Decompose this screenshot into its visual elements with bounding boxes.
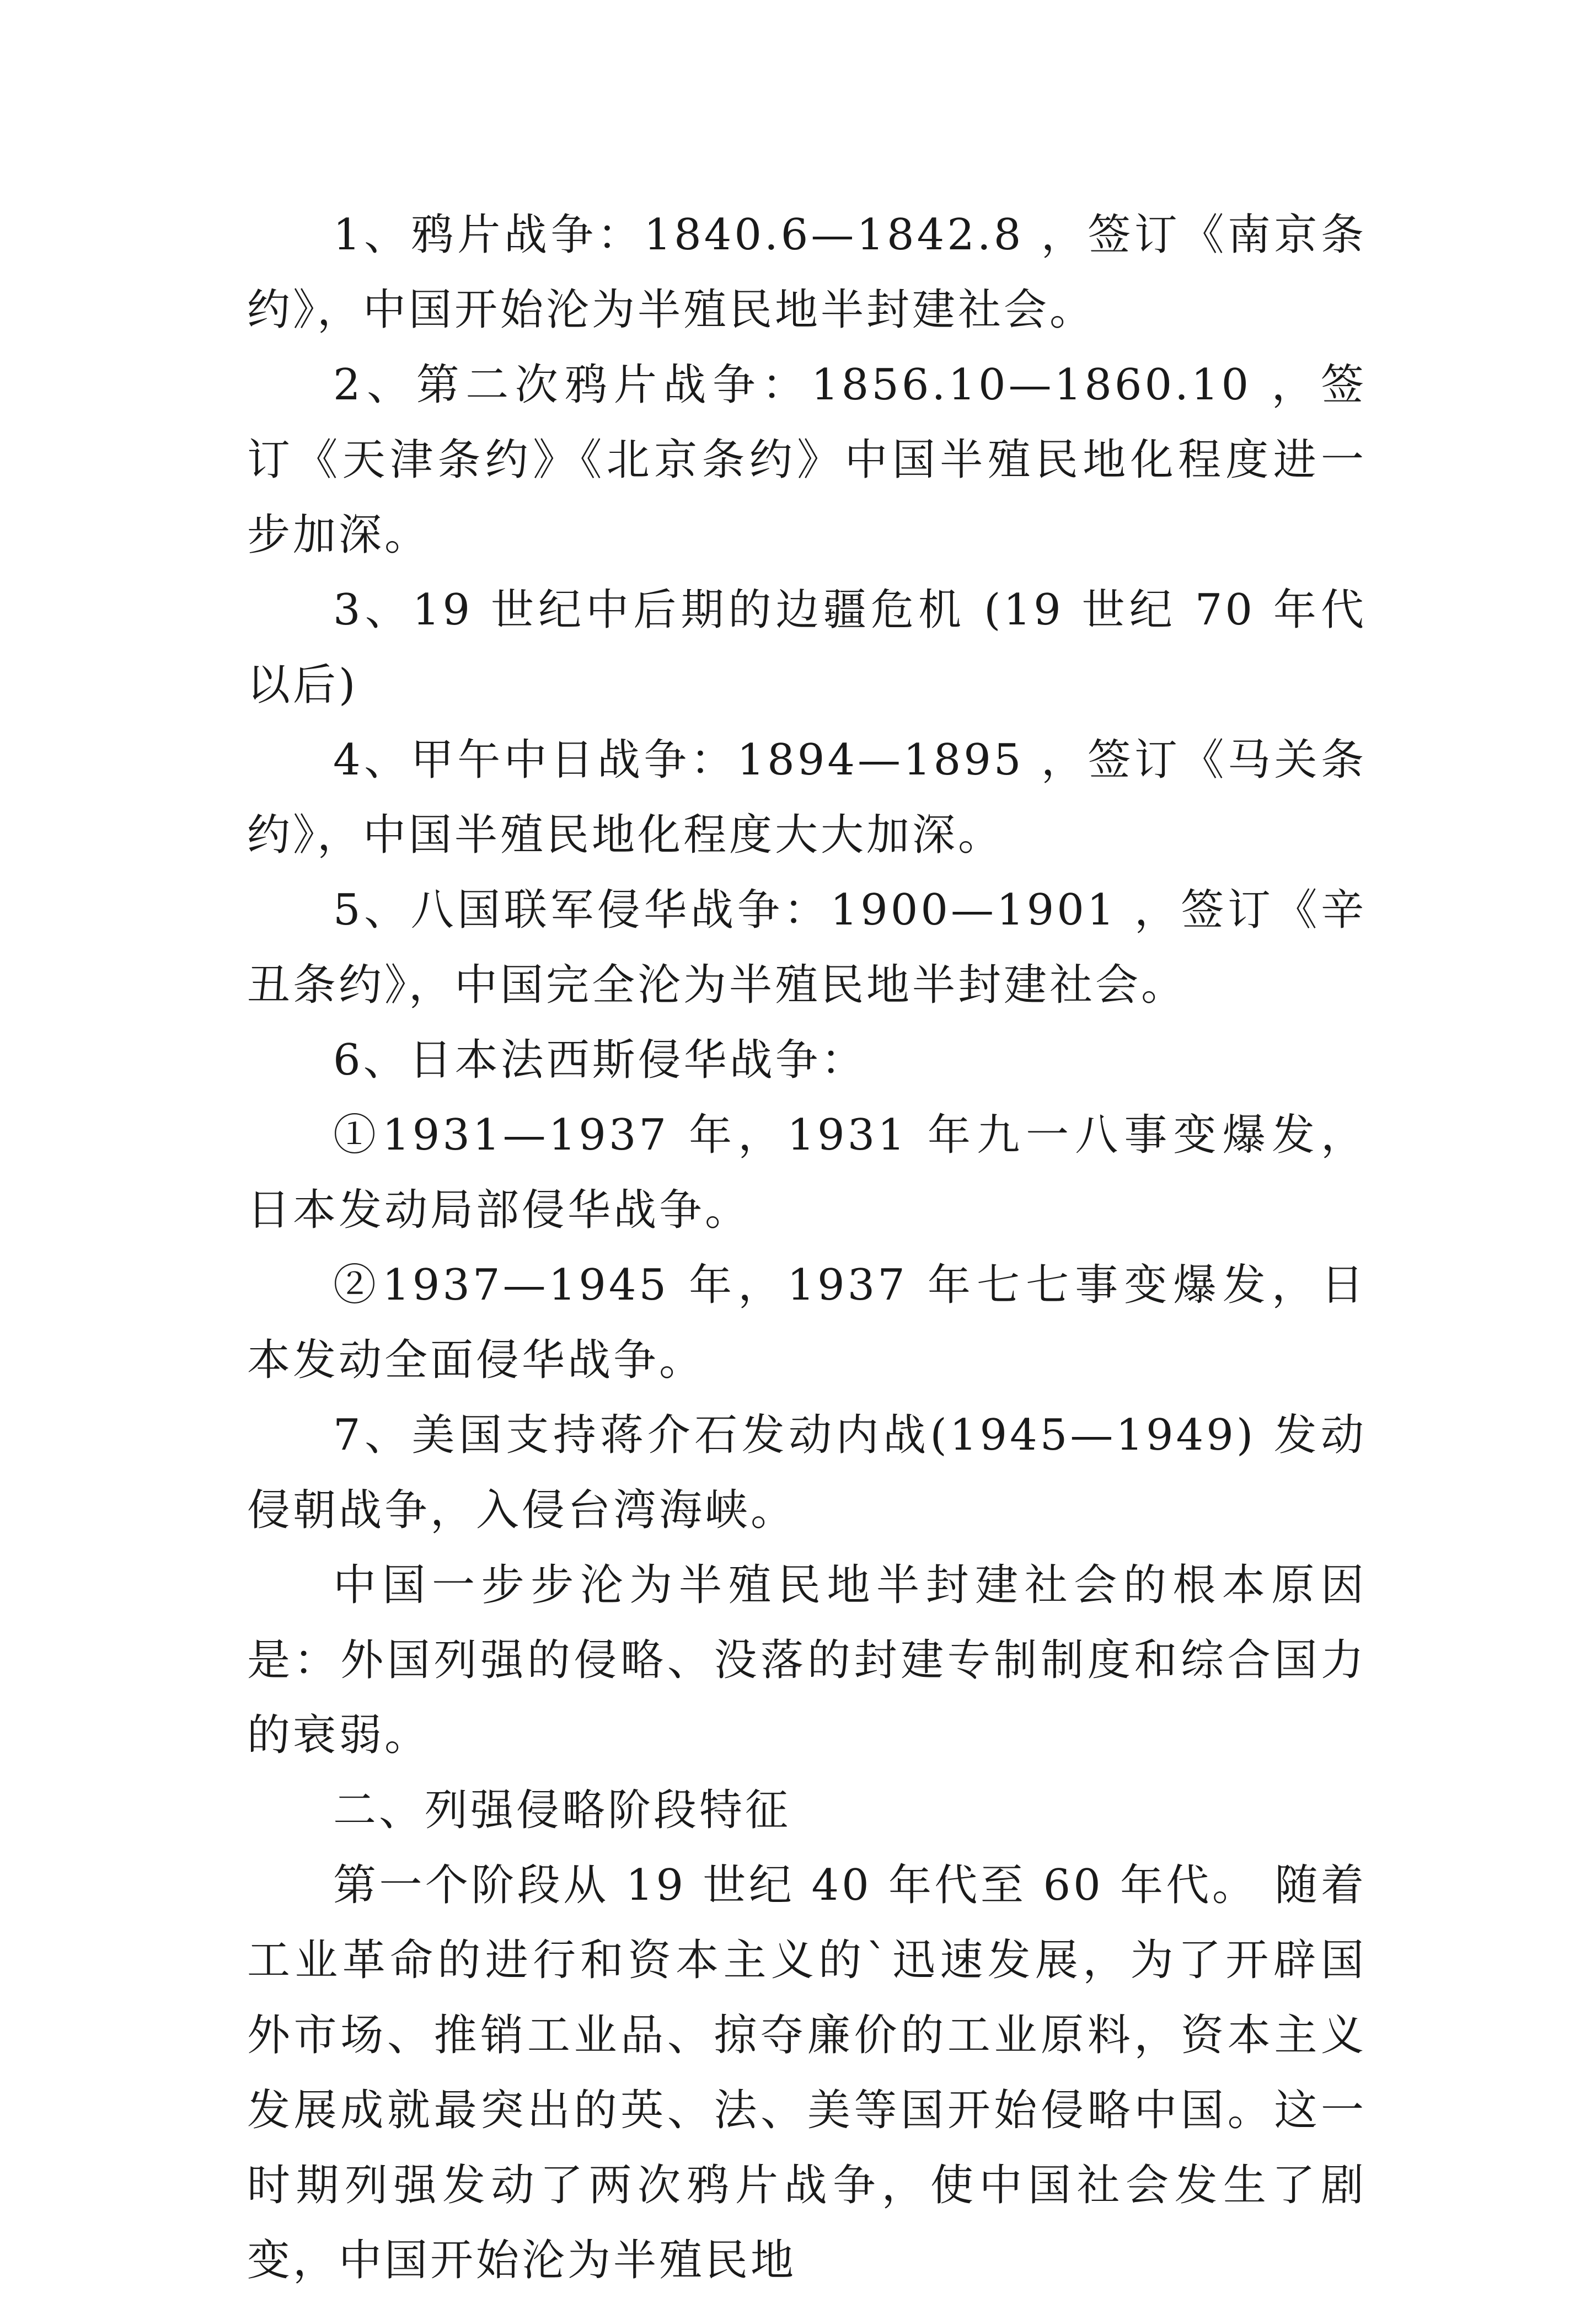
paragraph-root-cause: 中国一步步沦为半殖民地半封建社会的根本原因是：外国列强的侵略、没落的封建专制制度和综合国力的衰弱。 <box>247 1560 1367 1760</box>
paragraph-first-stage: 第一个阶段从 19 世纪 40 年代至 60 年代。 随着工业革命的进行和资本主义的`迅速发展，为了开辟国外市场、推销工业品、掠夺廉价的工业原料，资本主义发展成就最突出的英、法、美等国开始侵略中国。这一时期列强发动了两次鸦片战争，使中国社会发生了剧变，中国开始沦为半殖民地 <box>247 1861 1367 2285</box>
section-heading-stages: 二、列强侵略阶段特征 <box>333 1786 791 1835</box>
paragraph-full-invasion: ②1937—1945 年，1937 年七七事变爆发，日本发动全面侵华战争。 <box>247 1260 1367 1385</box>
paragraph-partial-invasion: ①1931—1937 年，1931 年九一八事变爆发，日本发动局部侵华战争。 <box>247 1110 1367 1235</box>
paragraph-opium-war: 1、鸦片战争：1840.6—1842.8 ，签订《南京条约》，中国开始沦为半殖民地半封建社会。 <box>247 210 1367 335</box>
paragraph-japanese-invasion: 6、日本法西斯侵华战争： <box>333 1035 867 1085</box>
paragraph-frontier-crisis: 3、19 世纪中后期的边疆危机 (19 世纪 70 年代以后) <box>247 585 1367 710</box>
paragraph-eight-nation-alliance: 5、八国联军侵华战争：1900—1901 ，签订《辛丑条约》，中国完全沦为半殖民地半封建社会。 <box>247 885 1367 1010</box>
paragraph-sino-japanese-war: 4、甲午中日战争：1894—1895 ，签订《马关条约》，中国半殖民地化程度大大加深。 <box>247 735 1367 860</box>
paragraph-second-opium-war: 2、第二次鸦片战争：1856.10—1860.10 ，签订《天津条约》《北京条约》中国半殖民地化程度进一步加深。 <box>247 360 1367 560</box>
paragraph-us-support: 7、美国支持蒋介石发动内战(1945—1949) 发动侵朝战争，入侵台湾海峡。 <box>247 1410 1367 1535</box>
document-body <box>247 197 1367 2298</box>
